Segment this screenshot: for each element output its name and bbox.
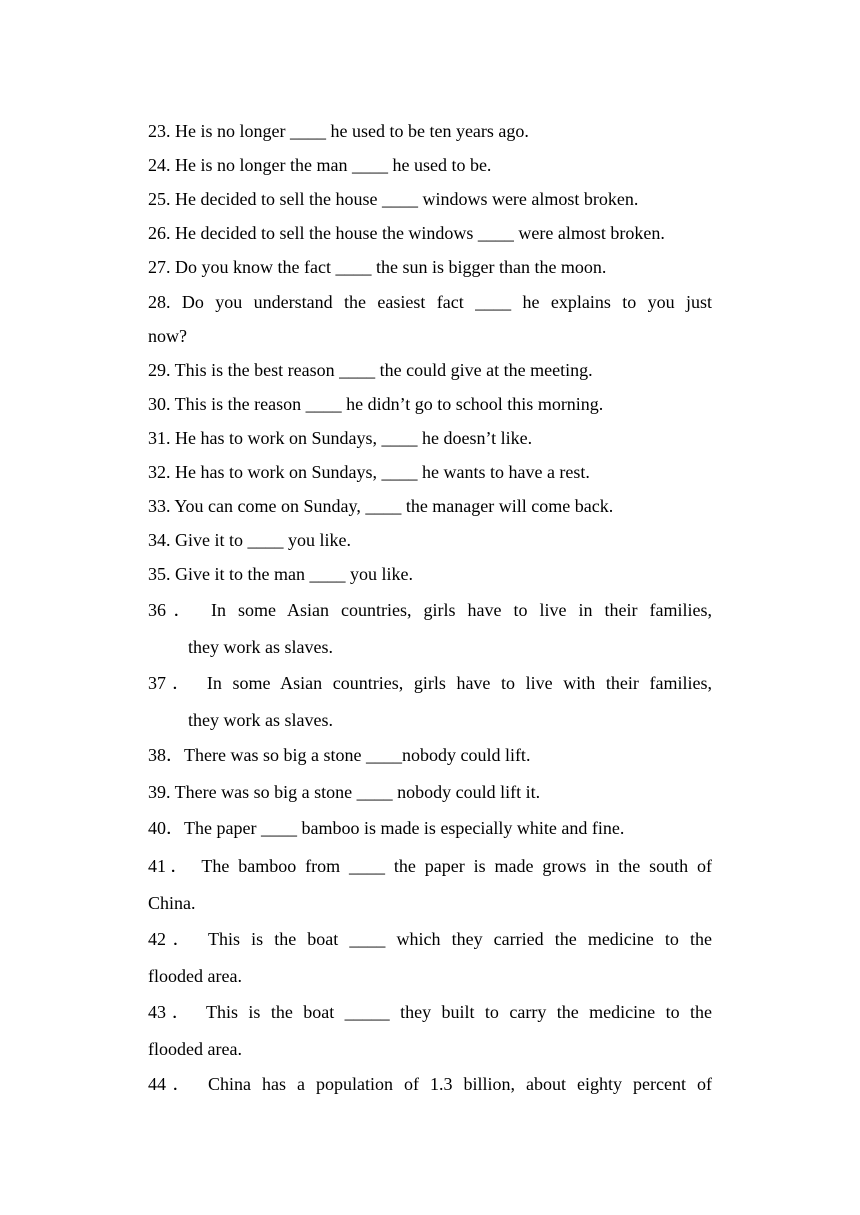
question-35: 35. Give it to the man ____ you like. xyxy=(148,564,413,584)
question-43: 43． This is the boat _____ they built to carry the medicine to the xyxy=(148,1002,712,1022)
question-32: 32. He has to work on Sundays, ____ he wants to have a rest. xyxy=(148,462,590,482)
question-23: 23. He is no longer ____ he used to be ten years ago. xyxy=(148,121,529,141)
question-40: 40．The paper ____ bamboo is made is especially white and fine. xyxy=(148,818,625,838)
question-37: 37． In some Asian countries, girls have to live with their families, xyxy=(148,673,712,693)
question-44: 44． China has a population of 1.3 billion, about eighty percent of xyxy=(148,1074,712,1094)
question-33: 33. You can come on Sunday, ____ the manager will come back. xyxy=(148,496,614,516)
question-42-continuation: flooded area. xyxy=(148,966,242,986)
question-38: 38．There was so big a stone ____nobody could lift. xyxy=(148,745,531,765)
question-27: 27. Do you know the fact ____ the sun is bigger than the moon. xyxy=(148,257,607,277)
question-37-continuation: they work as slaves. xyxy=(188,710,333,730)
question-26: 26. He decided to sell the house the windows ____ were almost broken. xyxy=(148,223,665,243)
question-30: 30. This is the reason ____ he didn’t go to school this morning. xyxy=(148,394,604,414)
question-36: 36． In some Asian countries, girls have to live in their families, xyxy=(148,600,712,620)
question-31: 31. He has to work on Sundays, ____ he doesn’t like. xyxy=(148,428,533,448)
question-36-continuation: they work as slaves. xyxy=(188,637,333,657)
question-28: 28. Do you understand the easiest fact ____ he explains to you just xyxy=(148,292,712,312)
question-41-continuation: China. xyxy=(148,893,196,913)
question-28-continuation: now? xyxy=(148,326,187,346)
question-25: 25. He decided to sell the house ____ windows were almost broken. xyxy=(148,189,639,209)
question-42: 42． This is the boat ____ which they carried the medicine to the xyxy=(148,929,712,949)
question-24: 24. He is no longer the man ____ he used to be. xyxy=(148,155,492,175)
question-43-continuation: flooded area. xyxy=(148,1039,242,1059)
question-39: 39. There was so big a stone ____ nobody could lift it. xyxy=(148,782,541,802)
question-41: 41． The bamboo from ____ the paper is made grows in the south of xyxy=(148,856,712,876)
question-34: 34. Give it to ____ you like. xyxy=(148,530,351,550)
question-29: 29. This is the best reason ____ the could give at the meeting. xyxy=(148,360,593,380)
